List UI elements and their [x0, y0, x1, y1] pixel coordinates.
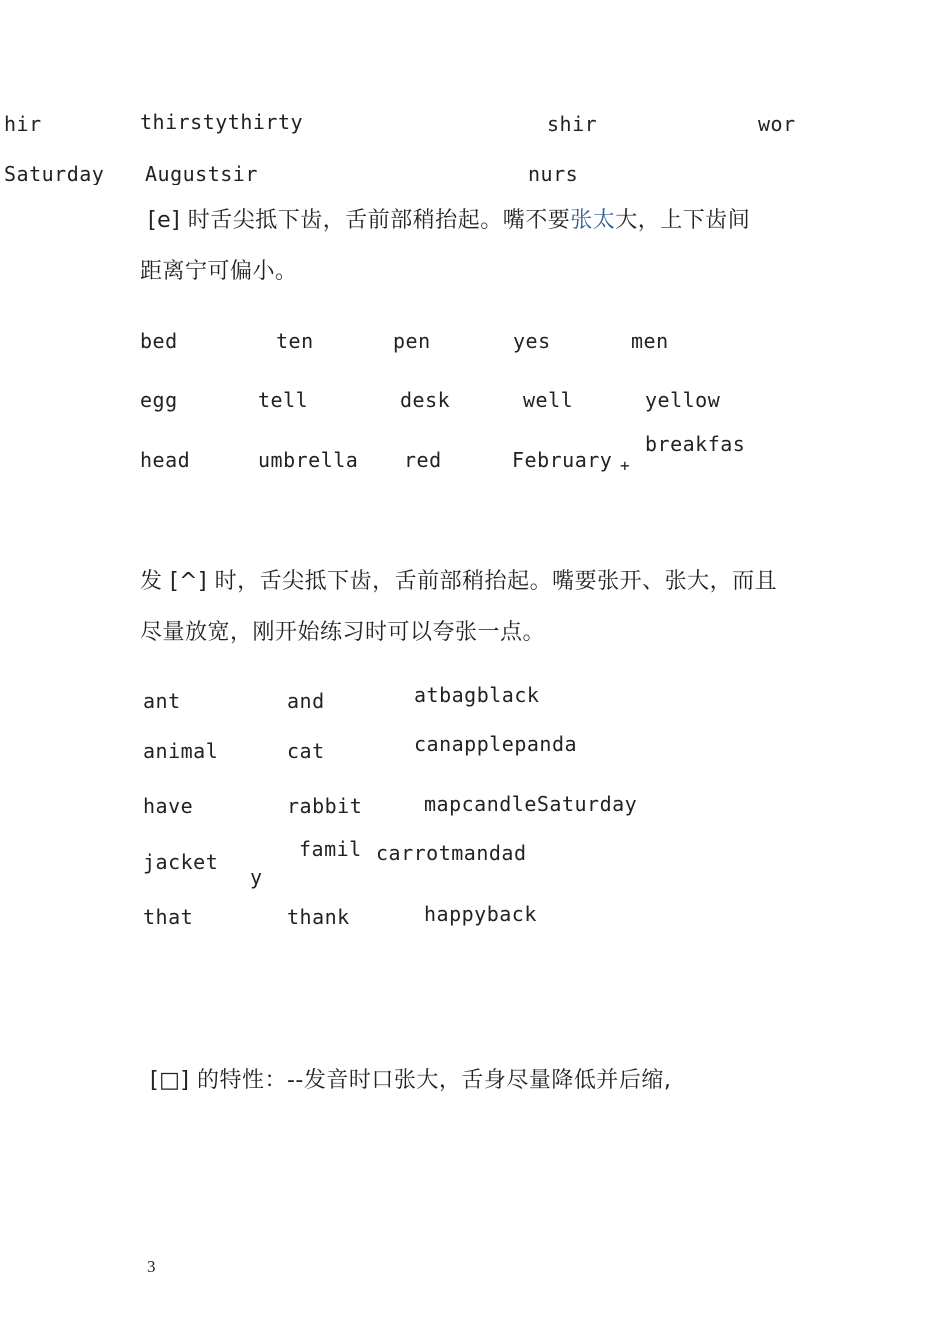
section-e-line2: 距离宁可偏小。: [140, 259, 298, 284]
word: umbrella: [258, 448, 359, 472]
section-caret-line2: 尽量放宽，刚开始练习时可以夸张一点。: [140, 620, 546, 645]
word: jacket: [143, 850, 219, 874]
section-feature-heading: [□] 的特性：--发音时口张大，舌身尽量降低并后缩,: [150, 1068, 672, 1093]
word: thirstythirty: [140, 110, 304, 134]
word: head: [140, 448, 191, 472]
word: yes: [513, 329, 551, 353]
section-caret-line1: 发 [^] 时，舌尖抵下齿，舌前部稍抬起。嘴要张开、张大，而且: [140, 569, 778, 594]
word: and: [287, 689, 325, 713]
word: carrotmandad: [376, 841, 527, 865]
word: bed: [140, 329, 178, 353]
word: February: [512, 448, 613, 472]
word: animal: [143, 739, 219, 763]
word: ten: [276, 329, 314, 353]
word: egg: [140, 388, 178, 412]
word: that: [143, 905, 194, 929]
section-e-line1: [e] 时舌尖抵下齿，舌前部稍抬起。嘴不要张太大，上下齿间: [148, 208, 751, 233]
word: rabbit: [287, 794, 363, 818]
word: mapcandleSaturday: [424, 792, 638, 816]
word: men: [631, 329, 669, 353]
word: canapplepanda: [414, 732, 578, 756]
word: pen: [393, 329, 431, 353]
word: famil: [299, 837, 362, 861]
word: breakfas: [645, 432, 746, 456]
word: ant: [143, 689, 181, 713]
word: yellow: [645, 388, 721, 412]
word: well: [523, 388, 574, 412]
word-fragment: +: [620, 456, 631, 475]
word: have: [143, 794, 194, 818]
word-cut: Augustsir: [145, 162, 258, 185]
word: happyback: [424, 902, 537, 926]
word: red: [404, 448, 442, 472]
page-number: 3: [147, 1257, 156, 1276]
word: cat: [287, 739, 325, 763]
word: thank: [287, 905, 350, 929]
word-cut: shir: [547, 112, 598, 134]
word-cut: Saturday: [4, 162, 105, 185]
word-fragment: y: [250, 865, 263, 889]
word: atbagblack: [414, 683, 540, 707]
word: desk: [400, 388, 451, 412]
word-cut: nurs: [528, 162, 579, 185]
word-cut: hir: [4, 112, 42, 134]
word-cut: wor: [758, 112, 796, 134]
word: tell: [258, 388, 309, 412]
